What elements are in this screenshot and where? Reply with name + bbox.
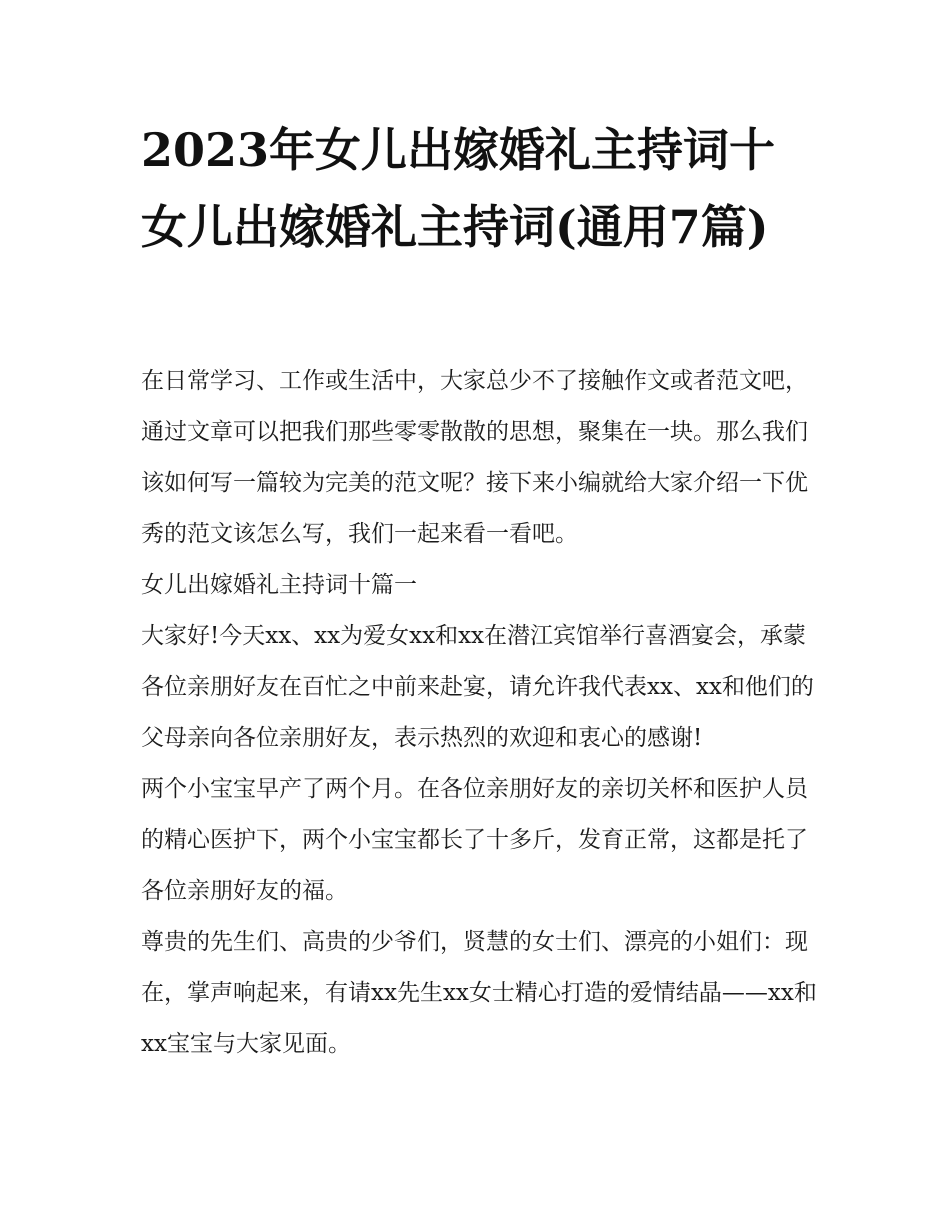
section-heading: 女儿出嫁婚礼主持词十篇一: [141, 572, 417, 598]
body-paragraph: 大家好!今天xx、xx为爱女xx和xx在潜江宾馆举行喜酒宴会，承蒙各位亲朋好友在百忙之中前来赴宴，请允许我代表xx、xx和他们的父母亲向各位亲朋好友，表示热烈的欢迎和衷心的感谢!: [141, 623, 814, 751]
document-body: [141, 356, 821, 1070]
intro-paragraph: 在日常学习、工作或生活中，大家总少不了接触作文或者范文吧，通过文章可以把我们那些零零散散的思想，聚集在一块。那么我们该如何写一篇较为完美的范文呢？接下来小编就给大家介绍一下优秀的范文该怎么写，我们一起来看一看吧。: [141, 368, 808, 547]
body-paragraph: 尊贵的先生们、高贵的少爷们，贤慧的女士们、漂亮的小姐们：现在，掌声响起来，有请xx先生xx女士精心打造的爱情结晶——xx和xx宝宝与大家见面。: [141, 929, 817, 1057]
body-paragraph: 两个小宝宝早产了两个月。在各位亲朋好友的亲切关杯和医护人员的精心医护下，两个小宝宝都长了十多斤，发育正常，这都是托了各位亲朋好友的福。: [141, 776, 808, 904]
document-title: 2023年女儿出嫁婚礼主持词十女儿出嫁婚礼主持词(通用7篇): [141, 123, 776, 254]
